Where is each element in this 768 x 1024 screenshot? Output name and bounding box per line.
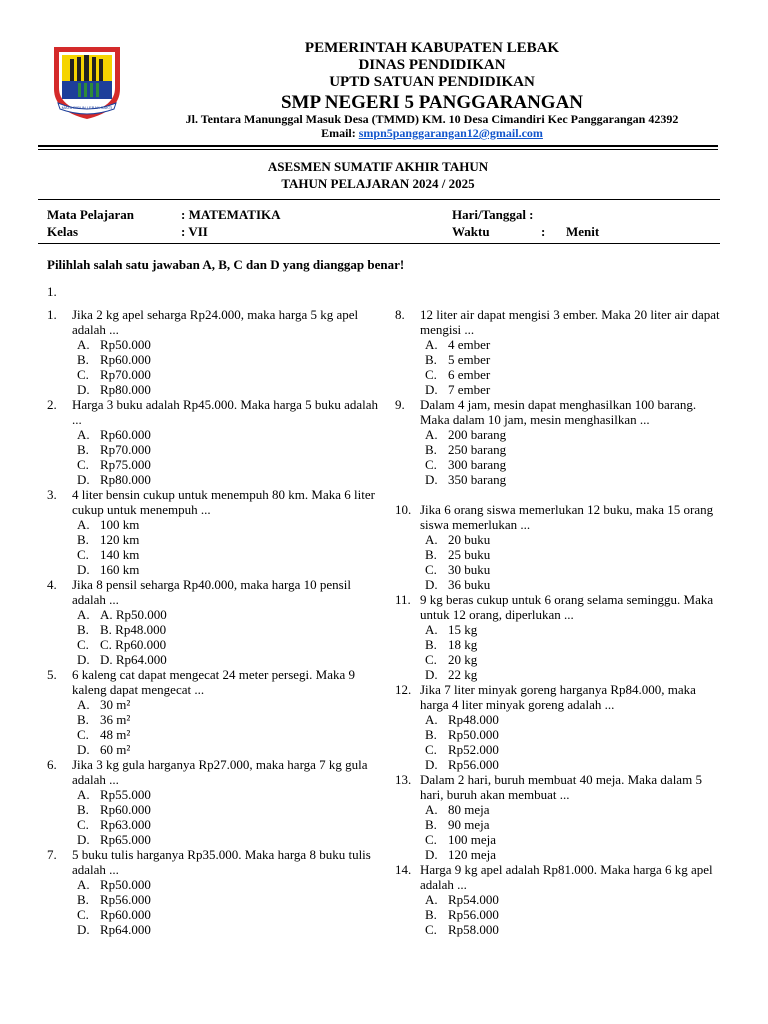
- option-text: 200 barang: [448, 427, 507, 442]
- option-text: 120 meja: [448, 847, 497, 862]
- info-top-rule: [38, 199, 720, 200]
- option-letter: D.: [425, 472, 438, 487]
- question-row: [47, 667, 382, 697]
- option-letter: D.: [77, 472, 90, 487]
- answer-option: [47, 637, 382, 652]
- option-text: Rp50.000: [448, 727, 499, 742]
- answer-option: [47, 817, 382, 832]
- option-letter: C.: [425, 742, 437, 757]
- instructions: Pilihlah salah satu jawaban A, B, C dan D yang dianggap benar!: [47, 257, 405, 272]
- option-letter: C.: [77, 457, 89, 472]
- answer-option: [47, 367, 382, 382]
- option-letter: A.: [425, 427, 438, 442]
- option-text: 6 ember: [448, 367, 491, 382]
- question-text: Harga 9 kg apel adalah Rp81.000. Maka harga 6 kg apel adalah ...: [420, 862, 713, 892]
- info-bottom-rule: [38, 243, 720, 244]
- answer-option: [395, 427, 725, 442]
- answer-option: [47, 697, 382, 712]
- header-rule-thin: [38, 149, 718, 150]
- option-letter: B.: [425, 547, 437, 562]
- option-text: 300 barang: [448, 457, 507, 472]
- option-text: 4 ember: [448, 337, 491, 352]
- option-text: Rp58.000: [448, 922, 499, 937]
- option-letter: D.: [425, 577, 438, 592]
- question-item: [47, 577, 382, 667]
- question-number: 14.: [395, 862, 412, 877]
- option-letter: A.: [425, 892, 438, 907]
- question-item: [395, 502, 725, 592]
- answer-option: [395, 727, 725, 742]
- option-text: Rp54.000: [448, 892, 499, 907]
- option-text: Rp56.000: [448, 757, 499, 772]
- option-letter: D.: [425, 667, 438, 682]
- option-letter: C.: [77, 637, 89, 652]
- option-text: 25 buku: [448, 547, 491, 562]
- option-letter: D.: [77, 382, 90, 397]
- question-number: 1.: [47, 307, 57, 322]
- option-letter: C.: [77, 817, 89, 832]
- questions-right-column: [395, 307, 725, 937]
- answer-option: [47, 607, 382, 622]
- option-text: Rp70.000: [100, 442, 151, 457]
- time-unit: Menit: [566, 224, 600, 239]
- option-text: Rp64.000: [100, 922, 151, 937]
- option-letter: B.: [425, 907, 437, 922]
- question-item: [395, 307, 725, 397]
- question-row: [47, 577, 382, 607]
- question-item: [395, 682, 725, 772]
- answer-option: [395, 652, 725, 667]
- option-text: Rp60.000: [100, 352, 151, 367]
- question-text: 5 buku tulis harganya Rp35.000. Maka harga 8 buku tulis adalah ...: [72, 847, 371, 877]
- option-letter: B.: [77, 532, 89, 547]
- option-letter: D.: [77, 832, 90, 847]
- answer-option: [395, 922, 725, 937]
- question-text: Jika 7 liter minyak goreng harganya Rp84.000, maka harga 4 liter minyak goreng adalah ...: [420, 682, 696, 712]
- option-text: 20 kg: [448, 652, 478, 667]
- answer-option: [47, 712, 382, 727]
- question-row: [47, 487, 382, 517]
- option-text: 15 kg: [448, 622, 478, 637]
- answer-option: [395, 817, 725, 832]
- question-item: [47, 847, 382, 937]
- subject-value: : MATEMATIKA: [181, 207, 281, 222]
- option-letter: B.: [425, 637, 437, 652]
- option-letter: A.: [77, 787, 90, 802]
- question-row: [395, 592, 725, 622]
- option-letter: B.: [425, 727, 437, 742]
- answer-option: [395, 532, 725, 547]
- answer-option: [47, 877, 382, 892]
- answer-option: [47, 832, 382, 847]
- question-number: 3.: [47, 487, 57, 502]
- answer-option: [395, 622, 725, 637]
- questions-left-column: [47, 307, 382, 937]
- answer-option: [395, 742, 725, 757]
- question-number: 8.: [395, 307, 405, 322]
- option-text: Rp70.000: [100, 367, 151, 382]
- question-text: 6 kaleng cat dapat mengecat 24 meter persegi. Maka 9 kaleng dapat mengecat ...: [72, 667, 355, 697]
- class-value: : VII: [181, 224, 208, 239]
- question-item: [47, 307, 382, 397]
- option-text: Rp63.000: [100, 817, 151, 832]
- answer-option: [47, 457, 382, 472]
- option-text: Rp60.000: [100, 802, 151, 817]
- option-text: 60 m²: [100, 742, 131, 757]
- answer-option: [47, 442, 382, 457]
- option-text: 80 meja: [448, 802, 490, 817]
- option-text: 48 m²: [100, 727, 131, 742]
- subject-label: Mata Pelajaran: [47, 207, 135, 222]
- question-number: 9.: [395, 397, 405, 412]
- option-letter: B.: [77, 622, 89, 637]
- option-text: 7 ember: [448, 382, 491, 397]
- school-logo: [48, 45, 126, 121]
- option-letter: D.: [77, 742, 90, 757]
- answer-option: [395, 457, 725, 472]
- answer-option: [395, 832, 725, 847]
- answer-option: [395, 847, 725, 862]
- question-item: [395, 397, 725, 487]
- question-number: 11.: [395, 592, 411, 607]
- question-row: [395, 772, 725, 802]
- answer-option: [47, 337, 382, 352]
- option-letter: B.: [77, 352, 89, 367]
- stray-number: 1.: [47, 284, 57, 299]
- question-item: [47, 757, 382, 847]
- answer-option: [47, 742, 382, 757]
- option-text: D. Rp64.000: [100, 652, 167, 667]
- header-government: PEMERINTAH KABUPATEN LEBAK: [304, 40, 560, 56]
- option-text: A. Rp50.000: [100, 607, 167, 622]
- answer-option: [47, 907, 382, 922]
- header-address: Jl. Tentara Manunggal Masuk Desa (TMMD) KM. 10 Desa Cimandiri Kec Panggarangan 42392: [185, 112, 679, 126]
- option-letter: A.: [425, 622, 438, 637]
- answer-option: [47, 652, 382, 667]
- option-text: Rp80.000: [100, 472, 151, 487]
- answer-option: [47, 517, 382, 532]
- question-row: [47, 307, 382, 337]
- question-text: Dalam 4 jam, mesin dapat menghasilkan 100 barang. Maka dalam 10 jam, mesin menghasilkan ...: [420, 397, 697, 427]
- question-item: [395, 592, 725, 682]
- option-letter: C.: [77, 367, 89, 382]
- option-text: Rp60.000: [100, 907, 151, 922]
- answer-option: [47, 427, 382, 442]
- option-letter: A.: [425, 532, 438, 547]
- option-letter: D.: [77, 922, 90, 937]
- answer-option: [47, 892, 382, 907]
- option-text: Rp60.000: [100, 427, 151, 442]
- option-letter: C.: [425, 367, 437, 382]
- option-text: Rp80.000: [100, 382, 151, 397]
- answer-option: [395, 562, 725, 577]
- answer-option: [47, 787, 382, 802]
- question-row: [395, 862, 725, 892]
- option-text: 5 ember: [448, 352, 491, 367]
- email-label: Email:: [321, 126, 356, 140]
- answer-option: [47, 922, 382, 937]
- option-letter: A.: [77, 427, 90, 442]
- question-text: 9 kg beras cukup untuk 6 orang selama seminggu. Maka untuk 12 orang, diperlukan ...: [420, 592, 714, 622]
- answer-option: [47, 802, 382, 817]
- option-letter: D.: [425, 847, 438, 862]
- option-letter: C.: [425, 652, 437, 667]
- answer-option: [395, 667, 725, 682]
- answer-option: [47, 532, 382, 547]
- question-number: 12.: [395, 682, 412, 697]
- option-text: C. Rp60.000: [100, 637, 167, 652]
- question-text: Jika 6 orang siswa memerlukan 12 buku, maka 15 orang siswa memerlukan ...: [420, 502, 714, 532]
- option-text: 22 kg: [448, 667, 478, 682]
- question-text: Jika 8 pensil seharga Rp40.000, maka harga 10 pensil adalah ...: [72, 577, 351, 607]
- option-letter: A.: [77, 607, 90, 622]
- option-text: 36 m²: [100, 712, 131, 727]
- option-letter: A.: [77, 697, 90, 712]
- answer-option: [47, 547, 382, 562]
- question-item: [47, 667, 382, 757]
- option-letter: B.: [425, 817, 437, 832]
- option-text: 120 km: [100, 532, 140, 547]
- question-text: Harga 3 buku adalah Rp45.000. Maka harga 5 buku adalah ...: [72, 397, 379, 427]
- header-email: [140, 126, 724, 140]
- question-row: [395, 682, 725, 712]
- option-letter: A.: [77, 877, 90, 892]
- answer-option: [395, 352, 725, 367]
- option-letter: D.: [425, 382, 438, 397]
- answer-option: [395, 442, 725, 457]
- option-letter: A.: [425, 712, 438, 727]
- header-unit: UPTD SATUAN PENDIDIKAN: [329, 74, 535, 90]
- option-letter: D.: [77, 562, 90, 577]
- question-number: 4.: [47, 577, 57, 592]
- answer-option: [395, 577, 725, 592]
- option-text: 350 barang: [448, 472, 507, 487]
- option-letter: B.: [425, 352, 437, 367]
- option-text: 30 buku: [448, 562, 491, 577]
- option-letter: C.: [77, 727, 89, 742]
- question-number: 7.: [47, 847, 57, 862]
- question-item: [395, 772, 725, 862]
- question-row: [395, 397, 725, 427]
- option-text: Rp50.000: [100, 337, 151, 352]
- option-letter: C.: [425, 832, 437, 847]
- question-text: Jika 3 kg gula harganya Rp27.000, maka harga 7 kg gula adalah ...: [72, 757, 368, 787]
- question-number: 2.: [47, 397, 57, 412]
- answer-option: [47, 622, 382, 637]
- question-number: 13.: [395, 772, 412, 787]
- option-text: B. Rp48.000: [100, 622, 167, 637]
- question-item: [47, 487, 382, 577]
- question-text: 12 liter air dapat mengisi 3 ember. Maka 20 liter air dapat mengisi ...: [420, 307, 720, 337]
- option-text: 140 km: [100, 547, 140, 562]
- option-letter: C.: [425, 562, 437, 577]
- option-letter: C.: [425, 457, 437, 472]
- option-text: Rp48.000: [448, 712, 499, 727]
- option-text: Rp52.000: [448, 742, 499, 757]
- question-row: [395, 502, 725, 532]
- option-letter: D.: [425, 757, 438, 772]
- option-letter: A.: [77, 337, 90, 352]
- header-school-name: SMP NEGERI 5 PANGGARANGAN: [280, 92, 584, 113]
- option-text: Rp75.000: [100, 457, 151, 472]
- option-letter: B.: [77, 802, 89, 817]
- answer-option: [47, 472, 382, 487]
- time-label: Waktu: [452, 224, 490, 239]
- date-label: Hari/Tanggal :: [452, 207, 534, 222]
- option-letter: C.: [77, 907, 89, 922]
- question-text: Dalam 2 hari, buruh membuat 40 meja. Maka dalam 5 hari, buruh akan membuat ...: [420, 772, 702, 802]
- option-letter: A.: [77, 517, 90, 532]
- class-label: Kelas: [47, 224, 79, 239]
- question-item: [47, 397, 382, 487]
- logo-motto: MAYA DIBUN LEBAK SAKTI: [61, 105, 113, 110]
- option-text: 36 buku: [448, 577, 491, 592]
- answer-option: [47, 562, 382, 577]
- option-letter: A.: [425, 802, 438, 817]
- answer-option: [395, 637, 725, 652]
- exam-year: TAHUN PELAJARAN 2024 / 2025: [281, 176, 475, 191]
- header-department: DINAS PENDIDIKAN: [358, 57, 506, 73]
- option-text: 100 km: [100, 517, 140, 532]
- option-text: 100 meja: [448, 832, 497, 847]
- option-letter: B.: [77, 712, 89, 727]
- email-link[interactable]: smpn5panggarangan12@gmail.com: [358, 126, 543, 140]
- exam-title: ASESMEN SUMATIF AKHIR TAHUN: [267, 159, 489, 174]
- question-row: [47, 757, 382, 787]
- question-number: 6.: [47, 757, 57, 772]
- option-text: Rp55.000: [100, 787, 151, 802]
- option-letter: C.: [77, 547, 89, 562]
- answer-option: [395, 367, 725, 382]
- answer-option: [47, 352, 382, 367]
- answer-option: [395, 892, 725, 907]
- question-item: [395, 862, 725, 937]
- option-text: Rp65.000: [100, 832, 151, 847]
- option-letter: B.: [77, 442, 89, 457]
- option-letter: B.: [425, 442, 437, 457]
- header-rule-thick: [38, 145, 718, 147]
- question-text: 4 liter bensin cukup untuk menempuh 80 km. Maka 6 liter cukup untuk menempuh ...: [72, 487, 375, 517]
- question-number: 5.: [47, 667, 57, 682]
- answer-option: [395, 802, 725, 817]
- spacer: [395, 487, 725, 502]
- option-text: 20 buku: [448, 532, 491, 547]
- answer-option: [47, 727, 382, 742]
- answer-option: [47, 382, 382, 397]
- question-text: Jika 2 kg apel seharga Rp24.000, maka harga 5 kg apel adalah ...: [72, 307, 359, 337]
- option-letter: A.: [425, 337, 438, 352]
- answer-option: [395, 547, 725, 562]
- option-text: Rp56.000: [100, 892, 151, 907]
- option-text: 250 barang: [448, 442, 507, 457]
- answer-option: [395, 472, 725, 487]
- option-letter: B.: [77, 892, 89, 907]
- question-row: [47, 397, 382, 427]
- answer-option: [395, 382, 725, 397]
- option-text: 160 km: [100, 562, 140, 577]
- question-row: [395, 307, 725, 337]
- answer-option: [395, 337, 725, 352]
- option-text: 18 kg: [448, 637, 478, 652]
- option-text: Rp50.000: [100, 877, 151, 892]
- question-number: 10.: [395, 502, 412, 517]
- time-separator: :: [541, 224, 546, 239]
- option-letter: D.: [77, 652, 90, 667]
- option-text: Rp56.000: [448, 907, 499, 922]
- answer-option: [395, 712, 725, 727]
- option-text: 90 meja: [448, 817, 490, 832]
- answer-option: [395, 907, 725, 922]
- question-row: [47, 847, 382, 877]
- answer-option: [395, 757, 725, 772]
- option-text: 30 m²: [100, 697, 131, 712]
- option-letter: C.: [425, 922, 437, 937]
